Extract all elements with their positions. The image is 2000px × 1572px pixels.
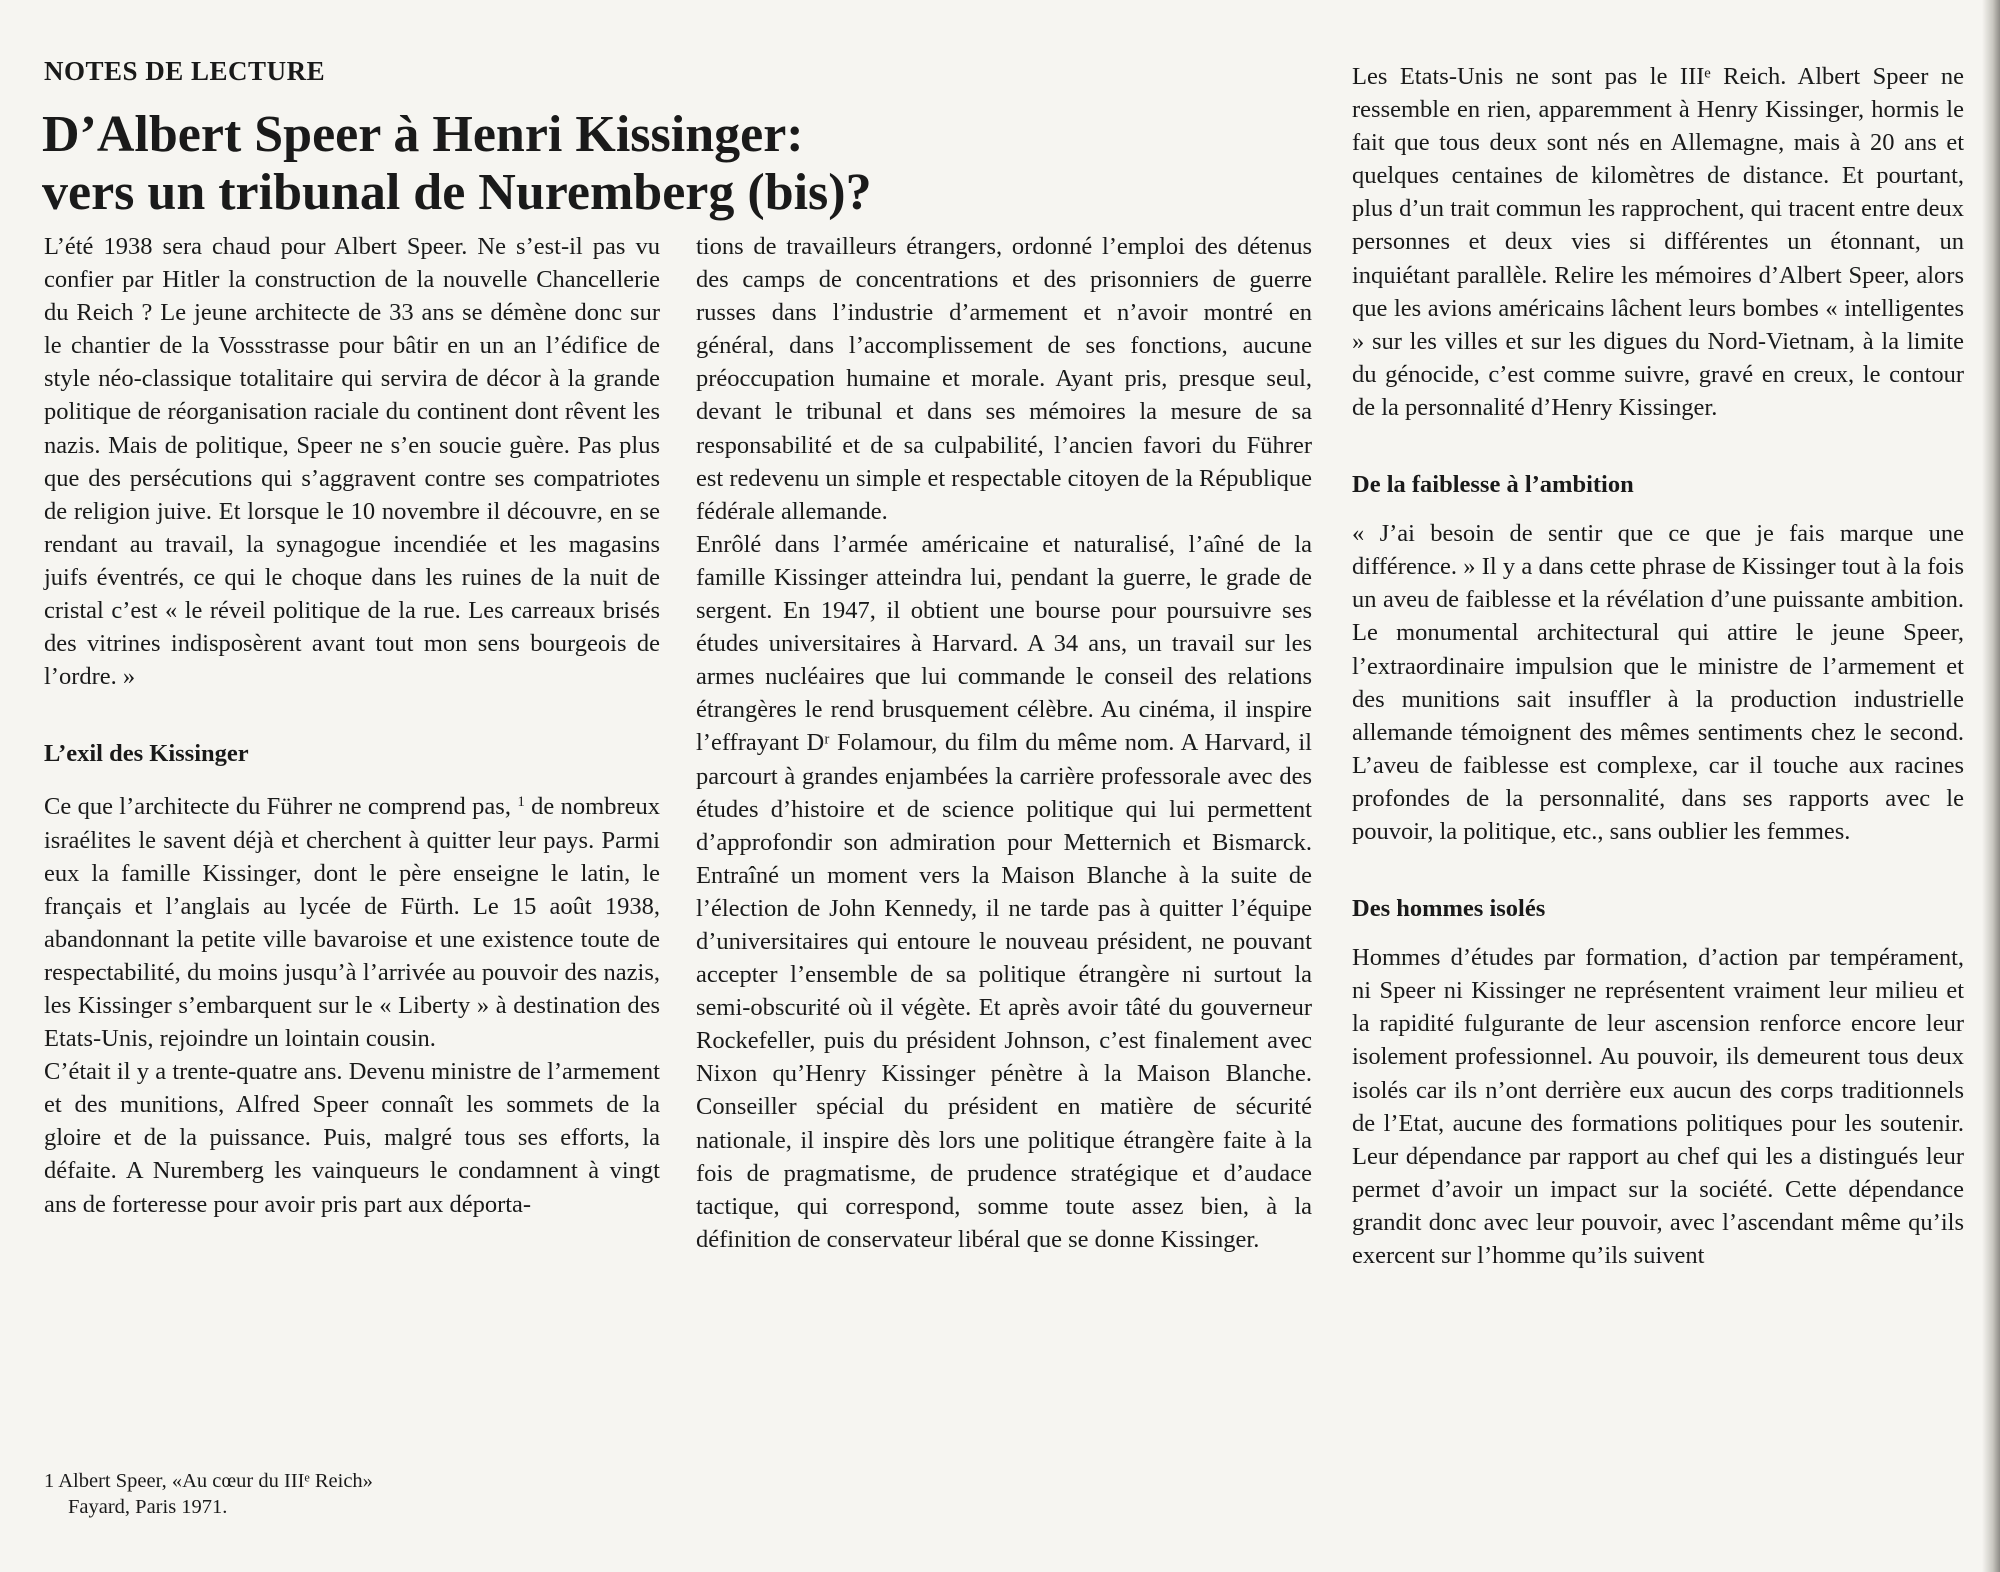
section-kicker: NOTES DE LECTURE	[44, 56, 326, 86]
col1-p2-start: Ce que l’architecte du Führer ne comprend pas,	[44, 793, 511, 821]
column-1	[44, 230, 660, 1221]
footnote-line-1: 1 Albert Speer, «Au cœur du IIIᵉ Reich»	[44, 1470, 373, 1492]
col3-paragraph-1: Les Etats-Unis ne sont pas le IIIᵉ Reich. Albert Speer ne ressemble en rien, apparemment à Henry Kissinger, hormis le fait que tous deux sont nés en Allemagne, mais à 20 ans et quelques centaines de kilomètres de distance. Et pourtant, plus d’un trait commun les rapprochent, qui tracent entre deux personnes et deux vies si différentes un étonnant, un inquiétant parallèle. Relire les mémoires d’Albert Speer, alors que les avions américains lâchent leurs bombes « intelligentes » sur les villes et sur les digues du Nord-Vietnam, à la limite du génocide, c’est comme suivre, gravé en creux, le contour de la personnalité d’Henry Kissinger.	[1352, 63, 1964, 421]
headline-line-2: vers un tribunal de Nuremberg (bis)?	[42, 164, 872, 221]
article-headline	[42, 106, 1332, 222]
footnote-marker: 1	[517, 794, 525, 811]
col2-paragraph-1: tions de travailleurs étrangers, ordonné l’emploi des détenus des camps de concentrations et des prisonniers de guerre russes dans l’industrie d’armement et n’avoir montré en général, dans l’accomplissement de ses fonctions, aucune préoccupation humaine et morale. Ayant pris, presque seul, devant le tribunal et dans ses mémoires la mesure de sa responsabilité et de sa culpabilité, l’ancien favori du Führer est redevenu un simple et respectable citoyen de la République fédérale allemande.	[696, 233, 1312, 525]
col2-paragraph-2: Enrôlé dans l’armée américaine et naturalisé, l’aîné de la famille Kissinger atteindra lui, pendant la guerre, le grade de sergent. En 1947, il obtient une bourse pour poursuivre ses études universitaires à Harvard. A 34 ans, un travail sur les armes nucléaires que lui commande le conseil des relations étrangères le rend brusquement célèbre. Au cinéma, il inspire l’effrayant Dʳ Folamour, du film du même nom. A Harvard, il parcourt à grandes enjambées la carrière professorale avec des études d’histoire et de science politique qui lui permettent d’approfondir son admiration pour Metternich et Bismarck. Entraîné un moment vers la Maison Blanche à la suite de l’élection de John Kennedy, il ne tarde pas à quitter l’équipe d’universitaires qui entoure le nouveau président, ne pouvant accepter l’ensemble de sa politique étrangère ni surtout la semi-obscurité où il végète. Et après avoir tâté du gouverneur Rockefeller, puis du président Johnson, c’est finalement avec Nixon qu’Henry Kissinger pénètre à la Maison Blanche. Conseiller spécial du président en matière de sécurité nationale, il inspire dès lors une politique étrangère faite à la fois de pragmatisme, de prudence stratégique et d’audace tactique, qui correspond, somme toute assez bien, à la définition de conservateur libéral que se donne Kissinger.	[696, 530, 1312, 1253]
col1-paragraph-1: L’été 1938 sera chaud pour Albert Speer. Ne s’est-il pas vu confier par Hitler la construction de la nouvelle Chancellerie du Reich ? Le jeune architecte de 33 ans se démène donc sur le chantier de la Vossstrasse pour bâtir en un an l’édifice de style néo-classique totalitaire qui servira de décor à la grande politique de réorganisation raciale du continent dont rêvent les nazis. Mais de politique, Speer ne s’en soucie guère. Pas plus que des persécutions qui s’aggravent contre ses compatriotes de religion juive. Et lorsque le 10 novembre il découvre, en se rendant au travail, la synagogue incendiée et les magasins juifs éventrés, ce qui le choque dans les ruines de la nuit de cristal c’est « le réveil politique de la rue. Les carreaux brisés des vitrines indisposèrent avant tout mon sens bourgeois de l’ordre. »	[44, 233, 660, 691]
col1-paragraph-3: C’était il y a trente-quatre ans. Devenu ministre de l’armement et des munitions, Alfred Speer connaît les sommets de la gloire et de la puissance. Puis, malgré tous ses efforts, la défaite. A Nuremberg les vainqueurs le condamnent à vingt ans de forteresse pour avoir pris part aux déporta-	[44, 1058, 660, 1218]
column-2	[696, 230, 1312, 1256]
page-edge-shadow	[1982, 0, 2000, 1572]
col1-p2-rest: de nombreux israélites le savent déjà et cherchent à quitter leur pays. Parmi eux la famille Kissinger, dont le père enseigne le latin, le français et l’anglais au lycée de Fürth. Le 15 août 1938, abandonnant la petite ville bavaroise et une existence toute de respectabilité, du moins jusqu’à l’arrivée au pouvoir des nazis, les Kissinger s’embarquent sur le « Liberty » à destination des Etats-Unis, rejoindre un lointain cousin.	[44, 793, 660, 1053]
headline-line-1: D’Albert Speer à Henri Kissinger:	[42, 106, 804, 163]
col3-paragraph-2: « J’ai besoin de sentir que ce que je fais marque une différence. » Il y a dans cette phrase de Kissinger tout à la fois un aveu de faiblesse et la révélation d’une puissante ambition. Le monumental architectural qui attire le jeune Speer, l’extraordinaire impulsion que le ministre de l’armement et des munitions sait insuffler à la production industrielle allemande témoignent des mêmes sentiments chez le second. L’aveu de faiblesse est complexe, car il touche aux racines profondes de la personnalité, dans ses rapports avec le pouvoir, la politique, etc., sans oublier les femmes.	[1352, 520, 1964, 845]
col1-paragraph-2	[44, 786, 660, 1055]
subhead-hommes-isoles: Des hommes isolés	[1352, 895, 1546, 923]
column-3	[1352, 60, 1964, 1272]
footnote	[44, 1468, 644, 1520]
subhead-faiblesse: De la faiblesse à l’ambition	[1352, 471, 1634, 499]
col3-paragraph-3: Hommes d’études par formation, d’action par tempérament, ni Speer ni Kissinger ne représentent vraiment leur milieu et la rapidité fulgurante de leur ascension renforce encore leur isolement professionnel. Au pouvoir, ils demeurent tous deux isolés car ils n’ont derrière eux aucun des corps traditionnels de l’Etat, aucune des formations politiques pour les soutenir. Leur dépendance par rapport au chef qui les a distingués leur permet d’avoir un impact sur la société. Cette dépendance grandit donc avec leur pouvoir, avec l’ascendant même qu’ils exercent sur l’homme qu’ils suivent	[1352, 944, 1964, 1269]
footnote-line-2: Fayard, Paris 1971.	[68, 1496, 228, 1518]
subhead-exil: L’exil des Kissinger	[44, 740, 249, 768]
